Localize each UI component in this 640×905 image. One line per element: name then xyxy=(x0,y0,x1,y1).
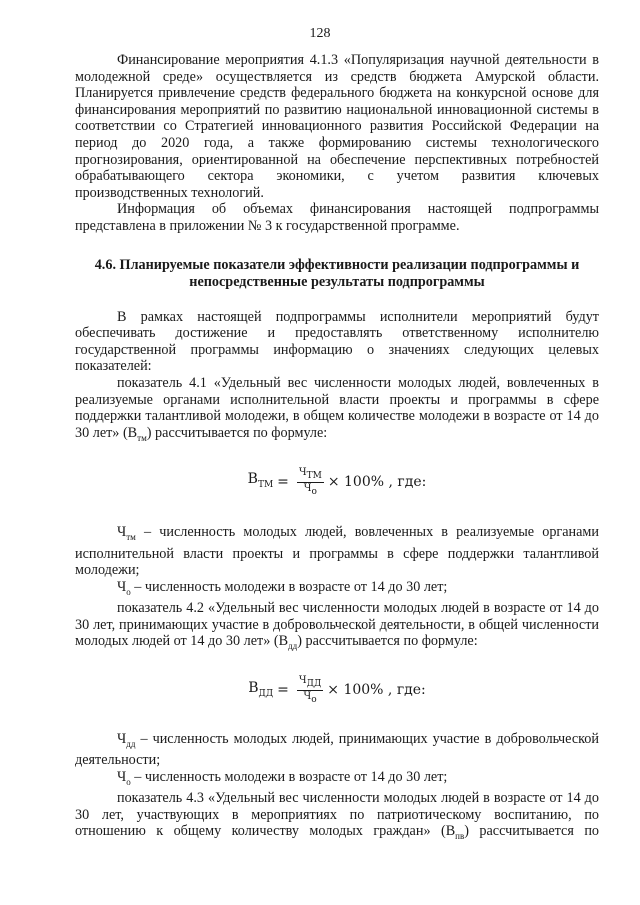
formula-dd-denominator: $Ч_о$ xyxy=(303,691,317,706)
definition-ch-dd: $Ч_{дд}$ – численность молодых людей, принимающих участие в добровольческой деятельности; xyxy=(75,730,599,769)
formula-tm-rhs: × 100% , где: xyxy=(327,473,427,490)
paragraph-indicators-intro: В рамках настоящей подпрограммы исполнители мероприятий будут обеспечивать достижение и предоставлять ответственному исполнителю государственной программы информацию о значениях следующих целевых показателей: xyxy=(75,308,599,375)
indicator-4-3-text: показатель 4.3 «Удельный вес численности молодых людей в возрасте от 14 до 30 лет, участвующих в мероприятиях по патриотическому воспитанию, по отношению к общему количеству молодых граждан» (В xyxy=(75,790,599,840)
formula-dd-numerator: $Ч_{ДД}$ xyxy=(298,675,322,690)
paragraph-appendix-reference: Информация об объемах финансирования настоящей подпрограммы представлена в приложении № 3 к государственной программе. xyxy=(75,201,599,234)
paragraph-indicator-4-3 xyxy=(75,790,599,845)
formula-tm-lhs: $В_{ТМ}$ xyxy=(247,470,274,490)
formula-tm-denominator: $Ч_о$ xyxy=(303,482,317,497)
indicator-4-2-subscript: дд xyxy=(288,641,298,652)
formula-dd-fraction xyxy=(297,675,323,706)
paragraph-indicator-4-1 xyxy=(75,375,599,446)
formula-dd-lhs: $В_{ДД}$ xyxy=(248,679,274,699)
formula-dd xyxy=(75,669,599,713)
formula-tm-equals: = xyxy=(277,473,289,490)
formula-tm xyxy=(75,460,599,504)
paragraph-indicator-4-2 xyxy=(75,600,599,655)
indicator-4-1-text: показатель 4.1 «Удельный вес численности молодых людей, вовлеченных в реализуемые органами исполнительной власти проекты и программы в сфере поддержки талантливой молодежи, в общем количестве молодежи в возрасте от 14 до 30 лет» (В xyxy=(75,374,599,441)
indicator-4-2-tail: ) рассчитывается по формуле: xyxy=(297,633,478,650)
paragraph-financing: Финансирование мероприятия 4.1.3 «Популяризация научной деятельности в молодежной среде» осуществляется из средств бюджета Амурской области. Планируется привлечение средств федерального бюджета на конкурсной основе для финансирования мероприятий по развитию национальной инновационной системы в соответствии со Стратегией инновационного развития Российской Федерации на период до 2020 года, а также формированию системы технологического прогнозирования, ориентированной на обеспечение перспективных потребностей обрабатывающего сектора экономики, с учетом развития ключевых производственных технологий. xyxy=(75,52,599,201)
definition-ch-tm: $Ч_{тм}$ – численность молодых людей, вовлеченных в реализуемые органами исполнительной власти проекты и программы в сфере поддержки талантливой молодежи; xyxy=(75,524,599,579)
formula-dd-equals: = xyxy=(277,682,289,699)
page-number: 128 xyxy=(309,26,331,41)
formula-tm-numerator: $Ч_{ТМ}$ xyxy=(298,466,322,481)
formula-dd-rhs: × 100% , где: xyxy=(327,682,426,699)
page-body xyxy=(75,52,599,845)
indicator-4-3-subscript: пв xyxy=(455,831,465,842)
definition-ch-o-1: $Ч_о$ – численность молодежи в возрасте от 14 до 30 лет; xyxy=(117,578,448,597)
section-heading: 4.6. Планируемые показатели эффективности реализации подпрограммы и непосредственные результаты подпрограммы xyxy=(94,256,580,290)
formula-tm-fraction xyxy=(297,467,324,498)
indicator-4-2-text: показатель 4.2 «Удельный вес численности молодых людей в возрасте от 14 до 30 лет, принимающих участие в добровольческой деятельности, в общей численности молодых людей от 14 до 30 лет» (В xyxy=(75,600,599,650)
indicator-4-1-tail: ) рассчитывается по формуле: xyxy=(146,424,328,441)
indicator-4-3-tail: ) рассчитывается по xyxy=(464,823,599,840)
indicator-4-1-subscript: тм xyxy=(137,432,147,443)
definition-ch-o-2: $Ч_о$ – численность молодежи в возрасте от 14 до 30 лет; xyxy=(117,768,448,787)
